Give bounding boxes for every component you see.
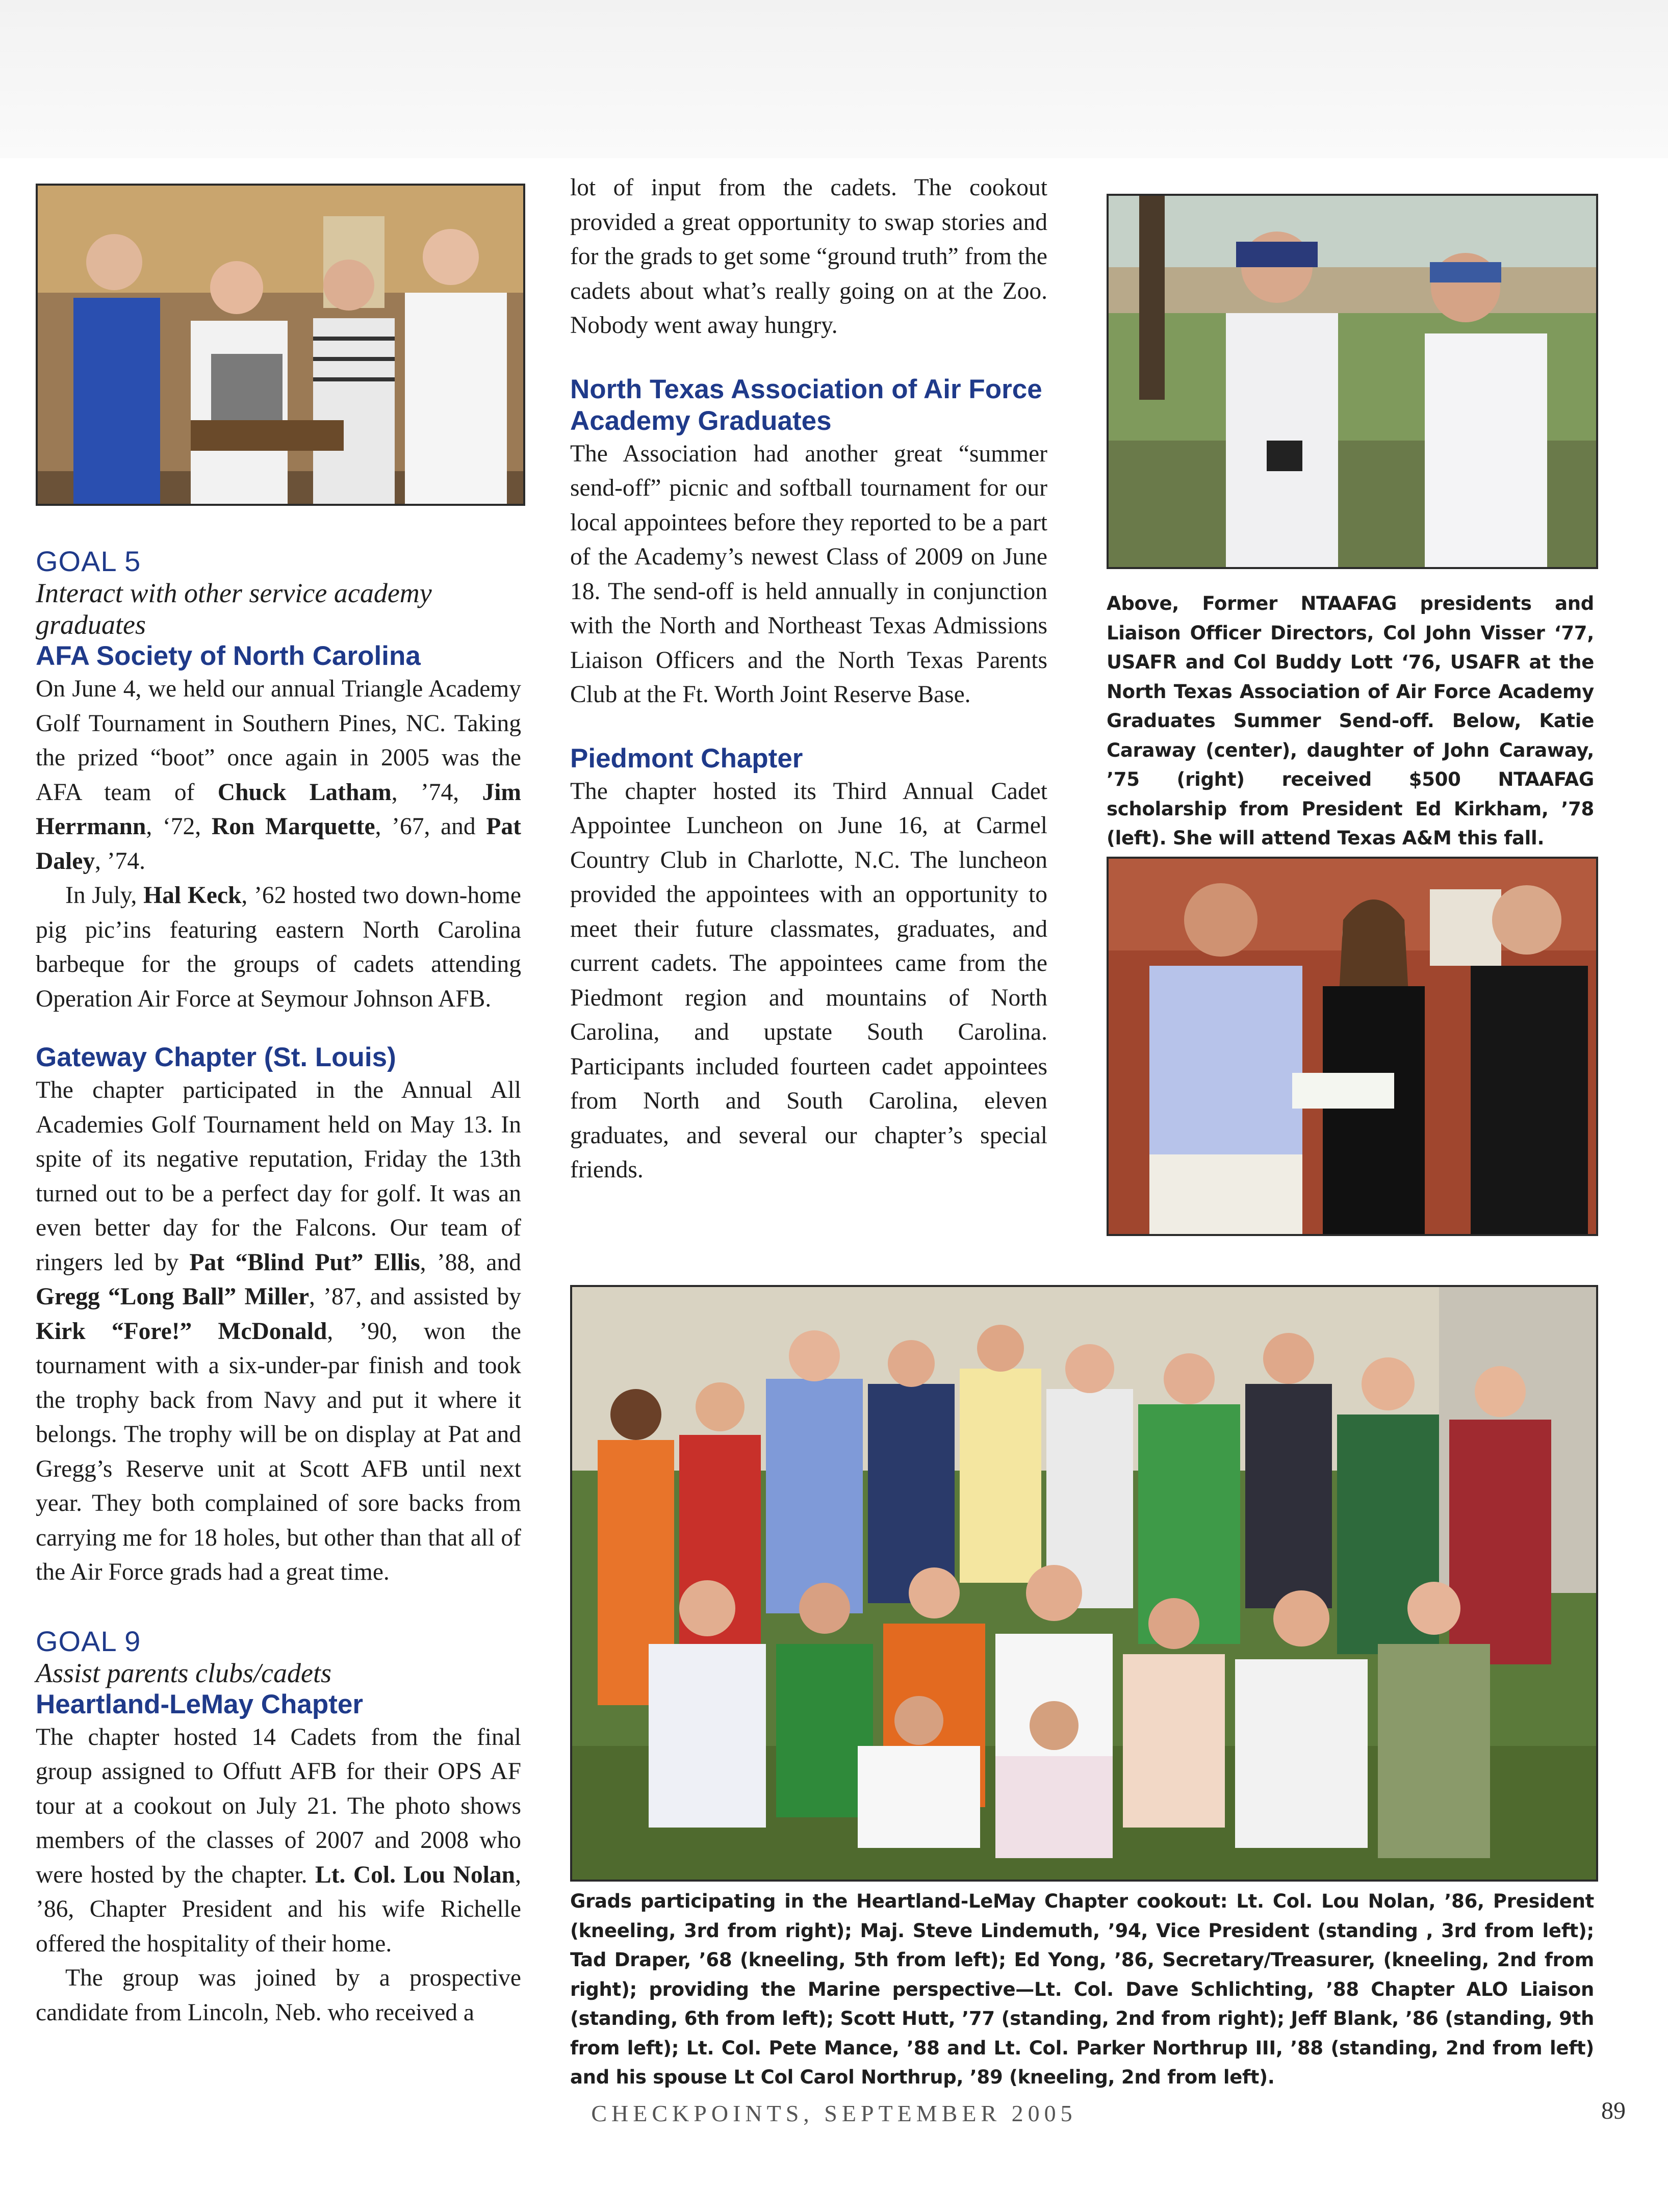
afa-nc-paragraph-1: On June 4, we held our annual Triangle Academy Golf Tournament in Southern Pines, NC. Taking the prized “boot” once again in 2005 was the AFA team of Chuck Latham, ’74, Jim Herrmann, ‘72, Ron Marquette, ’67, and Pat Daley, ’74. [36,676,522,874]
publication-footer: CHECKPOINTS, SEPTEMBER 2005 [591,2100,1077,2126]
piedmont-heading: Piedmont Chapter [570,743,803,774]
north-texas-paragraph: The Association had another great “summer send-off” picnic and softball tournament for our local appointees before they reported to be a part of the Academy’s newest Class of 2009 on June 18. The send-off is held annually in conjunction with the North and Northeast Texas Admissions Liaison Officers and the North Texas Parents Club at the Ft. Worth Joint Reserve Base. [570,440,1047,708]
goal5-label: GOAL 5 [36,545,141,577]
heartland-continued-paragraph: lot of input from the cadets. The cookout provided a great opportunity to swap stories and for the grads to get some “ground truth” from the cadets about what’s really going on at the Zoo. Nobody went away hungry. [570,174,1047,339]
heartland-paragraph-2: The group was joined by a prospective candidate from Lincoln, Neb. who received a [36,1965,521,2026]
goal9-subtitle: Assist parents clubs/cadets [36,1657,331,1688]
header-band [0,0,1668,158]
north-texas-photo-caption: Above, Former NTAAFAG presidents and Liaison Officer Directors, Col John Visser ‘77, USAFR and Col Buddy Lott ‘76, USAFR at the North Texas Association of Air Force Academy Graduates Summer Send-off. Below, Katie Caraway (center), daughter of John Caraway, ’75 (right) received $500 NTAAFAG scholarship from President Ed Kirkham, ’78 (left). She will attend Texas A&M this fall. [1107,593,1594,849]
heartland-paragraph-1: The chapter hosted 14 Cadets from the final group assigned to Offutt AFB for their OPS AF tour at a cookout on July 21. The photo shows members of the classes of 2007 and 2008 who were hosted by the chapter. Lt. Col. Lou Nolan, ’86, Chapter President and his wife Richelle offered the hospitality of their home. [36,1724,521,1957]
column-middle [570,171,1047,1188]
column-left [36,546,521,2030]
piedmont-paragraph: The chapter hosted its Third Annual Cadet Appointee Luncheon on June 16, at Carmel Country Club in Charlotte, N.C. The luncheon provided the appointees with an opportunity to meet their future classmates, graduates, and current cadets. The appointees came from the Piedmont region and mountains of North Carolina, and upstate South Carolina. Participants included fourteen cadet appointees from North and South Carolina, eleven graduates, and several our chapter’s special friends. [570,778,1047,1183]
afa-nc-heading: AFA Society of North Carolina [36,641,421,671]
heartland-group-photo [570,1285,1598,1882]
north-texas-heading: North Texas Association of Air Force Academy Graduates [570,374,1042,436]
goal9-label: GOAL 9 [36,1625,141,1657]
golf-team-photo [36,184,525,506]
gateway-paragraph: The chapter participated in the Annual All Academies Golf Tournament held on May 13. In spite of its negative reputation, Friday the 13th turned out to be a perfect day for golf. It was an even better day for the Falcons. Our team of ringers led by Pat “Blind Put” Ellis, ’88, and Gregg “Long Ball” Miller, ’87, and assisted by Kirk “Fore!” McDonald, ’90, won the tournament with a six-under-par finish and took the trophy back from Navy and put it where it belongs. The trophy will be on display at Pat and Gregg’s Reserve unit at Scott AFB until next year. They both complained of sore backs from carrying me for 18 holes, but other than that all of the Air Force grads had a great time. [36,1077,521,1585]
scholarship-presentation-photo [1107,857,1598,1236]
north-texas-presidents-photo [1107,194,1598,569]
afa-nc-paragraph-2: In July, Hal Keck, ’62 hosted two down-home pig pic’ins featuring eastern North Carolina barbeque for the groups of cadets attending Operation Air Force at Seymour Johnson AFB. [36,882,521,1012]
page-number: 89 [1601,2097,1626,2124]
heartland-heading: Heartland-LeMay Chapter [36,1689,364,1719]
goal5-subtitle: Interact with other service academy graduates [36,578,432,640]
gateway-heading: Gateway Chapter (St. Louis) [36,1042,396,1072]
heartland-photo-caption: Grads participating in the Heartland-LeMay Chapter cookout: Lt. Col. Lou Nolan, ’86, President (kneeling, 3rd from right); Maj. Steve Lindemuth, ’94, Vice President (standing , 3rd from left); Tad Draper, ’68 (kneeling, 5th from left); Ed Yong, ’86, Secretary/Treasurer, (kneeling, 2nd from right); providing the Marine perspective—Lt. Col. Dave Schlichting, ’88 Chapter ALO Liaison (standing, 6th from left); Scott Hutt, ’77 (standing, 2nd from right); Jeff Blank, ’86 (standing, 9th from left); Lt. Col. Pete Mance, ’88 and Lt. Col. Parker Northrup III, ’88 (standing, 2nd from left) and his spouse Lt Col Carol Northrup, ’89 (kneeling, 2nd from left). [570,1890,1594,2088]
